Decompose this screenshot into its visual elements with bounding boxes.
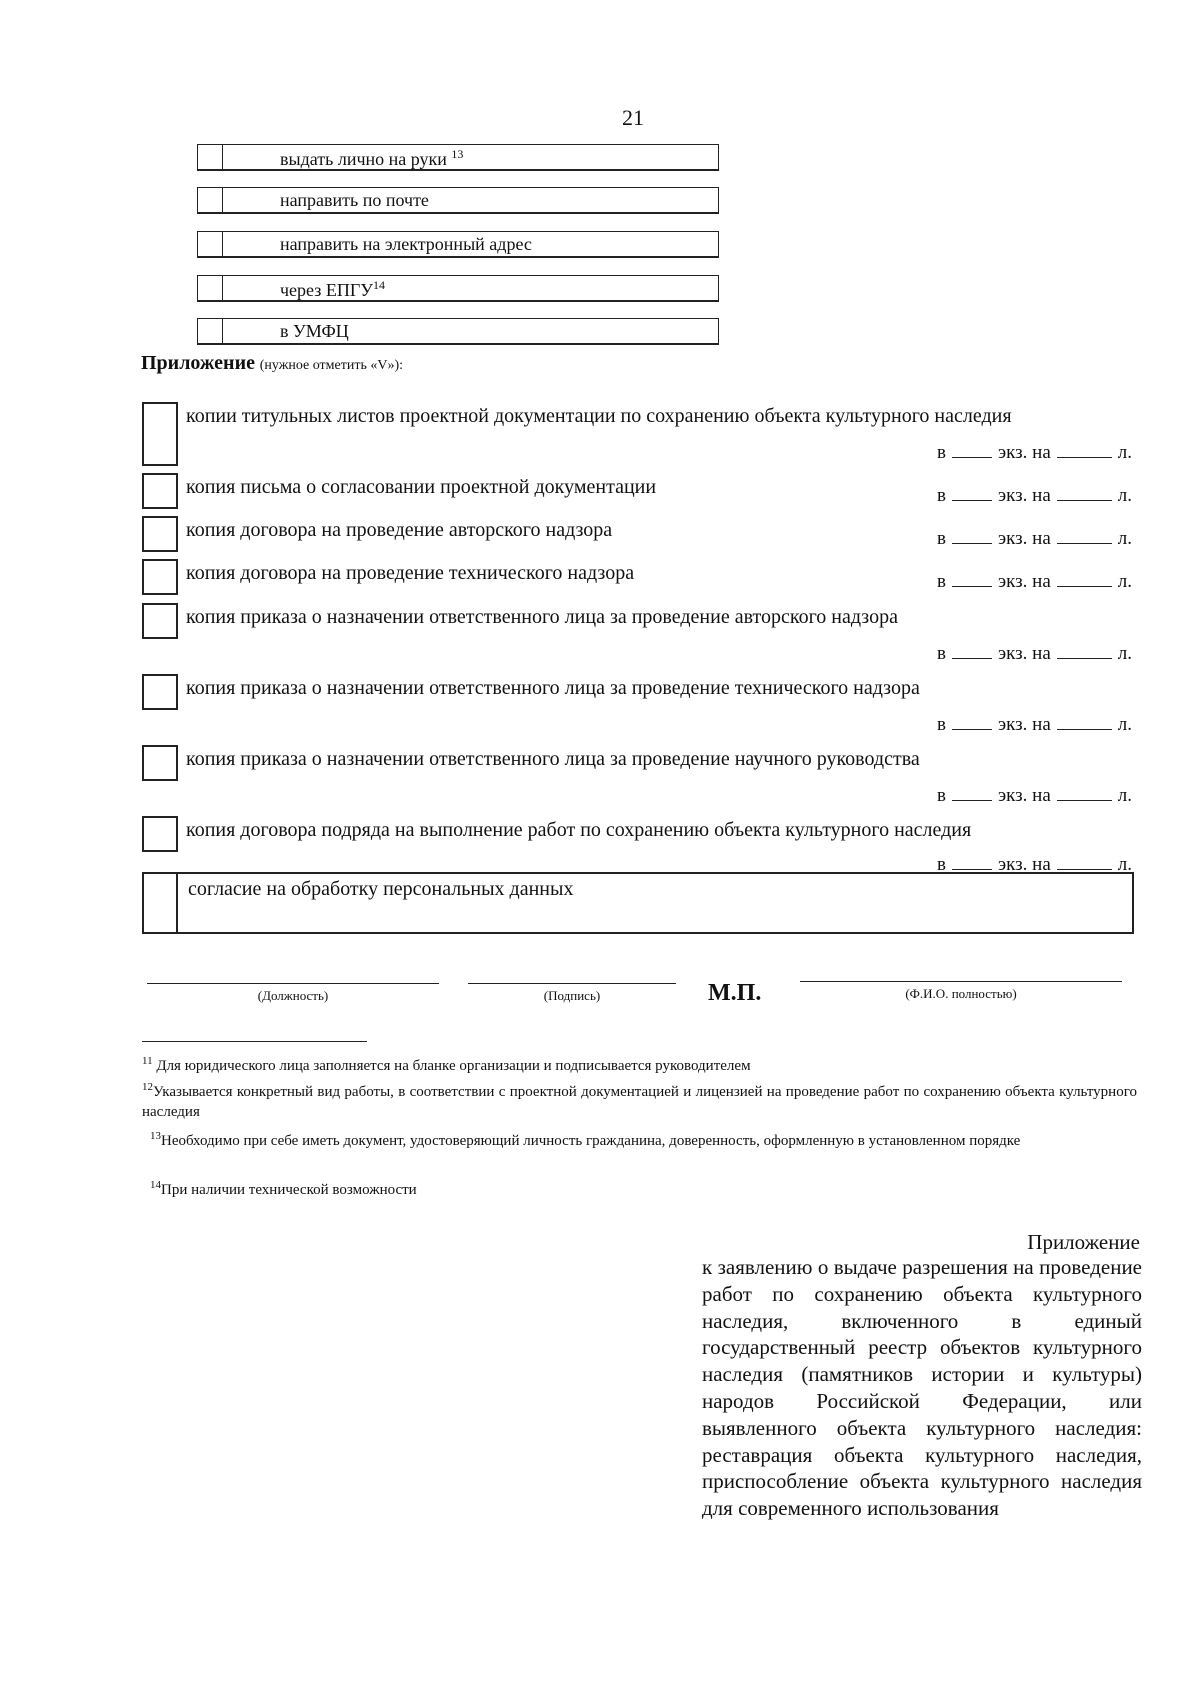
attachment-row: копия приказа о назначении ответственного лица за проведение научного руководства в экз. на л. bbox=[142, 745, 1132, 807]
annex-title: Приложение bbox=[1027, 1230, 1140, 1254]
quantity: в экз. на л. bbox=[937, 442, 1132, 463]
checkbox[interactable] bbox=[142, 816, 178, 852]
position-line[interactable] bbox=[147, 983, 439, 984]
annex-body: к заявлению о выдаче разрешения на проведение работ по сохранению объекта культурного наследия, включенного в единый государственный реестр объектов культурного наследия (памятников истории и культуры) народов Российской Федерации, или выявленного объекта культурного наследия: реставрация объекта культурного наследия, приспособление объекта культурного наследия для современного использования bbox=[702, 1255, 1142, 1521]
footnote-11: $^{11}$ Для юридического лица заполняется на бланке организации и подписывается руководителем bbox=[142, 1055, 751, 1074]
footnote-rule bbox=[142, 1041, 367, 1042]
fullname-line[interactable] bbox=[800, 981, 1122, 982]
attachment-row: копии титульных листов проектной документации по сохранению объекта культурного наследия в экз. на л. bbox=[142, 402, 1132, 464]
appendix-header: Приложение (нужное отметить «V»): bbox=[141, 352, 404, 374]
quantity: в экз. на л. bbox=[937, 714, 1132, 735]
checkbox[interactable] bbox=[142, 402, 178, 466]
attachment-row: копия договора на проведение авторского надзора в экз. на л. bbox=[142, 516, 1132, 550]
footnote-14: $^{14}$При наличии технической возможности bbox=[150, 1179, 417, 1198]
option-label: направить на электронный адрес bbox=[280, 234, 532, 254]
stamp-place: М.П. bbox=[708, 980, 762, 1006]
footnote-12: $^{12}$Указывается конкретный вид работы, в соответствии с проектной документацией и лицензией на проведение работ по сохранению объекта культурного наследия bbox=[142, 1081, 1137, 1120]
quantity: в экз. на л. bbox=[937, 485, 1132, 506]
checkbox[interactable] bbox=[142, 559, 178, 595]
checkbox[interactable] bbox=[198, 188, 223, 212]
option-label: в УМФЦ bbox=[280, 321, 349, 341]
attachment-row: копия приказа о назначении ответственного лица за проведение технического надзора в экз. на л. bbox=[142, 674, 1132, 736]
checkbox[interactable] bbox=[142, 745, 178, 781]
checkbox[interactable] bbox=[142, 516, 178, 552]
checkbox[interactable] bbox=[198, 232, 223, 256]
attachment-row: копия приказа о назначении ответственного лица за проведение авторского надзора в экз. на л. bbox=[142, 603, 1132, 665]
checkbox[interactable] bbox=[142, 473, 178, 509]
delivery-option-email[interactable] bbox=[197, 231, 719, 258]
quantity: в экз. на л. bbox=[937, 854, 1132, 875]
position-label: (Должность) bbox=[257, 988, 329, 1003]
attachment-row: копия договора на проведение технического надзора в экз. на л. bbox=[142, 559, 1132, 593]
fullname-label: (Ф.И.О. полностью) bbox=[905, 986, 1017, 1001]
quantity: в экз. на л. bbox=[937, 785, 1132, 806]
delivery-option-mail[interactable] bbox=[197, 187, 719, 214]
footnote-13: $^{13}$Необходимо при себе иметь документ, удостоверяющий личность гражданина, доверенность, оформленную в установленном порядке bbox=[150, 1130, 1021, 1149]
consent-row: согласие на обработку персональных данных bbox=[142, 872, 1134, 934]
delivery-option-umfc[interactable] bbox=[197, 318, 719, 345]
signature-line[interactable] bbox=[468, 983, 676, 984]
checkbox[interactable] bbox=[198, 319, 223, 343]
option-label: через ЕПГУ$^{14}$ bbox=[280, 278, 386, 300]
checkbox[interactable] bbox=[142, 603, 178, 639]
attachment-row: копия договора подряда на выполнение работ по сохранению объекта культурного наследия в экз. на л. bbox=[142, 816, 1132, 876]
quantity: в экз. на л. bbox=[937, 643, 1132, 664]
delivery-option-in-person[interactable] bbox=[197, 144, 719, 171]
checkbox[interactable] bbox=[144, 874, 178, 932]
checkbox[interactable] bbox=[198, 276, 223, 300]
signature-label: (Подпись) bbox=[543, 988, 601, 1003]
option-label: направить по почте bbox=[280, 190, 429, 210]
checkbox[interactable] bbox=[142, 674, 178, 710]
option-label: выдать лично на руки $^{13}$ bbox=[280, 147, 464, 169]
delivery-option-epgu[interactable] bbox=[197, 275, 719, 302]
page-number: 21 bbox=[622, 105, 644, 130]
quantity: в экз. на л. bbox=[937, 571, 1132, 592]
quantity: в экз. на л. bbox=[937, 528, 1132, 549]
checkbox[interactable] bbox=[198, 145, 223, 169]
attachment-row: копия письма о согласовании проектной документации в экз. на л. bbox=[142, 473, 1132, 507]
